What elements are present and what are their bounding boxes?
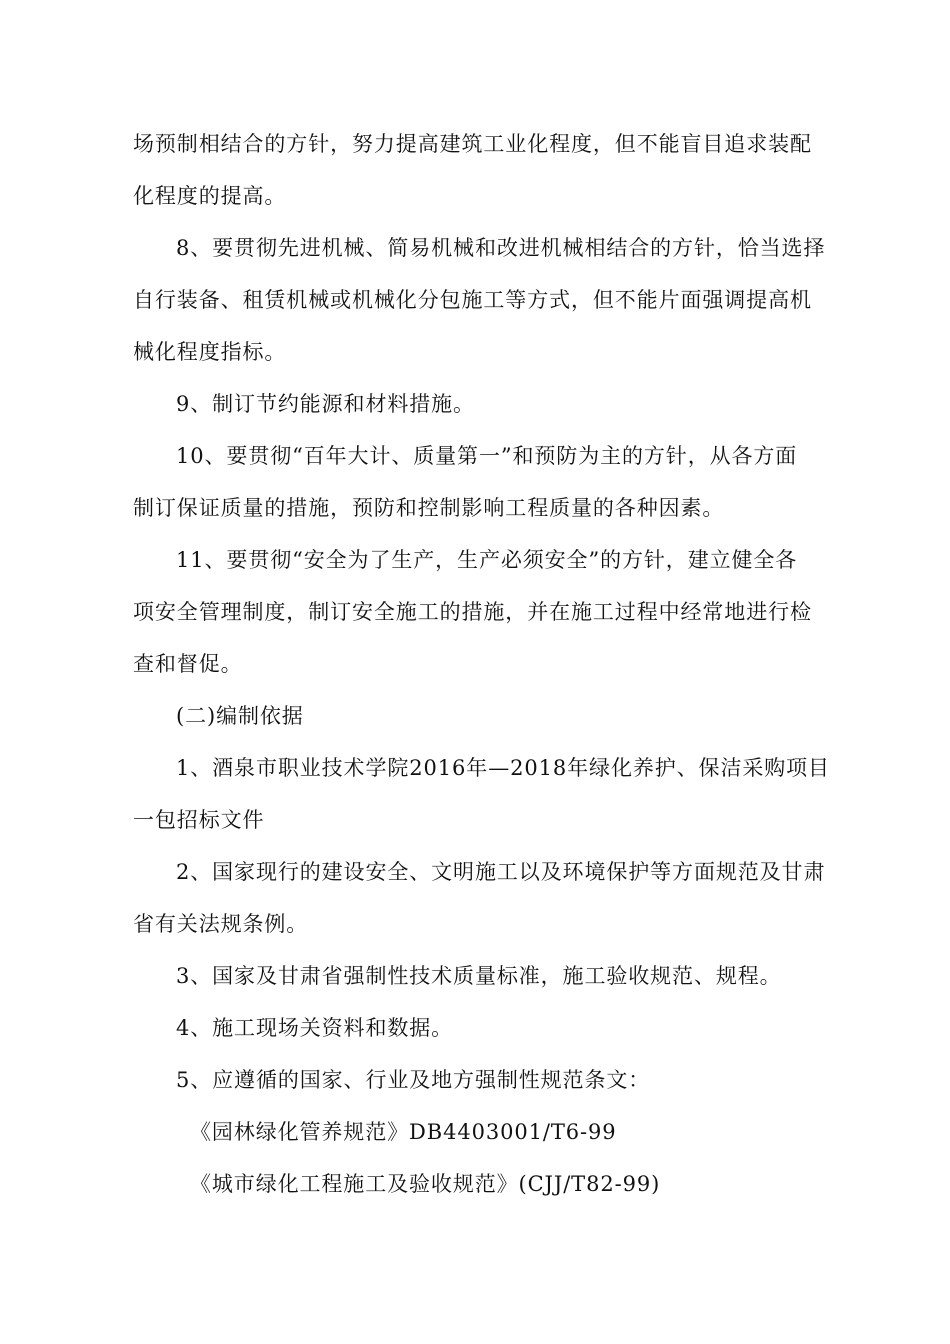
text-line: 3、国家及甘肃省强制性技术质量标准，施工验收规范、规程。	[176, 964, 782, 988]
text-line: 省有关法规条例。	[133, 912, 309, 936]
standard-reference: 《园林绿化管养规范》DB4403001/T6-99	[190, 1120, 617, 1144]
text-line: 1、酒泉市职业技术学院2016年—2018年绿化养护、保洁采购项目	[176, 756, 830, 780]
standard-reference: 《城市绿化工程施工及验收规范》(CJJ/T82-99)	[190, 1172, 661, 1196]
text-line: 项安全管理制度，制订安全施工的措施，并在施工过程中经常地进行检	[133, 600, 812, 624]
section-heading: (二)编制依据	[176, 704, 304, 728]
text-line: 场预制相结合的方针，努力提高建筑工业化程度，但不能盲目追求装配	[133, 132, 812, 156]
text-line: 10、要贯彻“百年大计、质量第一”和预防为主的方针，从各方面	[176, 444, 798, 468]
text-line: 5、应遵循的国家、行业及地方强制性规范条文：	[176, 1068, 651, 1092]
text-line: 制订保证质量的措施，预防和控制影响工程质量的各种因素。	[133, 496, 725, 520]
text-line: 11、要贯彻“安全为了生产，生产必须安全”的方针，建立健全各	[176, 548, 798, 572]
text-line: 2、国家现行的建设安全、文明施工以及环境保护等方面规范及甘肃	[176, 860, 826, 884]
text-line: 查和督促。	[133, 652, 243, 676]
text-line: 8、要贯彻先进机械、简易机械和改进机械相结合的方针，恰当选择	[176, 236, 826, 260]
text-line: 4、施工现场关资料和数据。	[176, 1016, 454, 1040]
text-line: 化程度的提高。	[133, 184, 287, 208]
text-line: 自行装备、租赁机械或机械化分包施工等方式，但不能片面强调提高机	[133, 288, 812, 312]
text-line: 一包招标文件	[133, 808, 265, 832]
text-line: 9、制订节约能源和材料措施。	[176, 392, 475, 416]
text-line: 械化程度指标。	[133, 340, 287, 364]
